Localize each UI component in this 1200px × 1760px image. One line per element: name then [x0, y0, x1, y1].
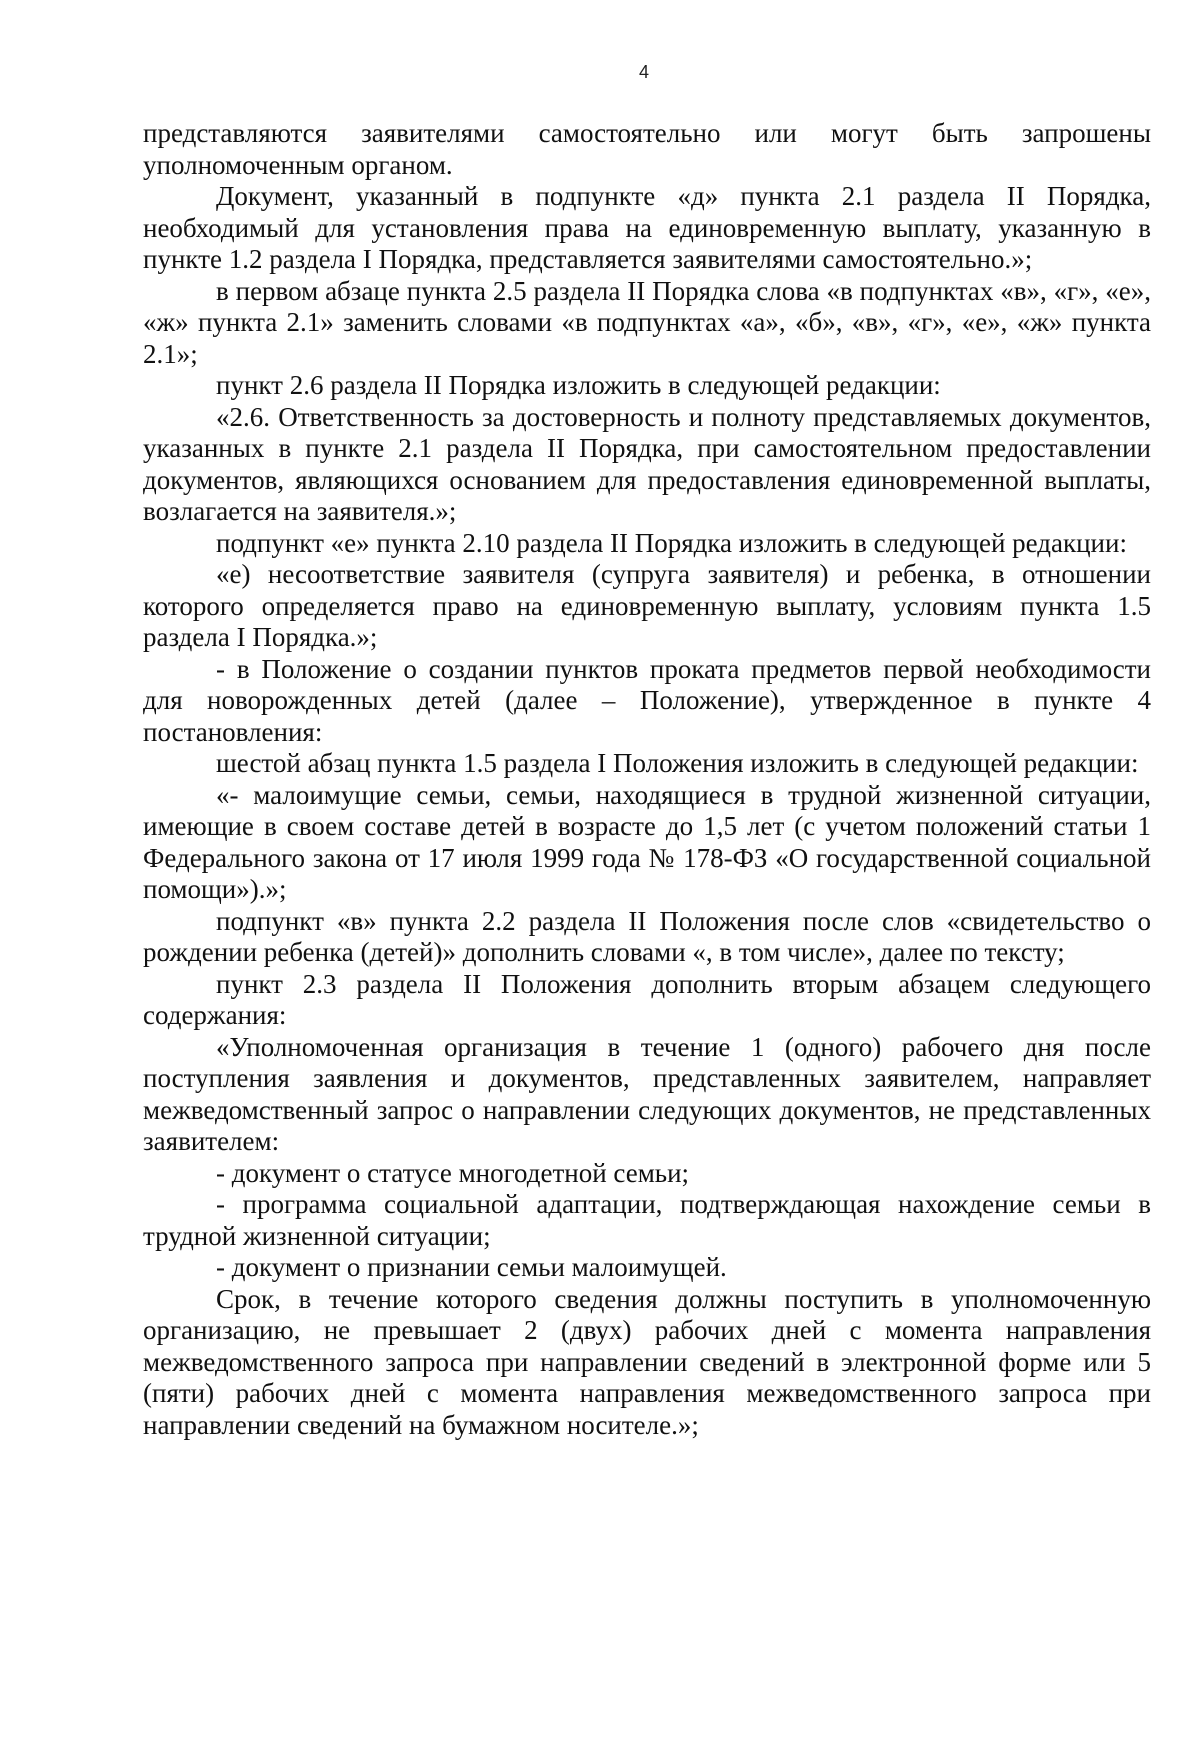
paragraph: Срок, в течение которого сведения должны поступить в уполномоченную организацию, не превышает 2 (двух) рабочих дней с момента направления межведомственного запроса при направлении сведений в электронной форме или 5 (пяти) рабочих дней с момента направления межведомственного запроса при направлении сведений на бумажном носителе.»; — [143, 1283, 1151, 1440]
paragraph: Документ, указанный в подпункте «д» пункта 2.1 раздела II Порядка, необходимый для установления права на единовременную выплату, указанную в пункте 1.2 раздела I Порядка, представляется заявителями самостоятельно.»; — [143, 181, 1151, 274]
paragraph: подпункт «е» пункта 2.10 раздела II Порядка изложить в следующей редакции: — [216, 527, 1127, 558]
list-item: - документ о признании семьи малоимущей. — [216, 1252, 727, 1282]
paragraph: представляются заявителями самостоятельно или могут быть запрошены уполномоченным органом. — [143, 118, 1151, 180]
paragraph: «е) несоответствие заявителя (супруга заявителя) и ребенка, в отношении которого определяется право на единовременную выплату, условиям пункта 1.5 раздела I Порядка.»; — [143, 559, 1151, 652]
paragraph: «- малоимущие семьи, семьи, находящиеся в трудной жизненной ситуации, имеющие в своем составе детей в возрасте до 1,5 лет (с учетом положений статьи 1 Федерального закона от 17 июля 1999 года № 178-ФЗ «О государственной социальной помощи»).»; — [143, 779, 1151, 904]
paragraph: шестой абзац пункта 1.5 раздела I Положения изложить в следующей редакции: — [216, 748, 1139, 778]
paragraph: «Уполномоченная организация в течение 1 (одного) рабочего дня после поступления заявления и документов, представленных заявителем, направляет межведомственный запрос о направлении следующих документов, не представленных заявителем: — [143, 1031, 1151, 1156]
paragraph: в первом абзаце пункта 2.5 раздела II Порядка слова «в подпунктах «в», «г», «е», «ж» пункта 2.1» заменить словами «в подпунктах «а», «б», «в», «г», «е», «ж» пункта 2.1»; — [143, 275, 1151, 369]
paragraph: - в Положение о создании пунктов проката предметов первой необходимости для новорожденных детей (далее – Положение), утвержденное в пункте 4 постановления: — [143, 653, 1151, 747]
paragraph: пункт 2.3 раздела II Положения дополнить вторым абзацем следующего содержания: — [143, 968, 1151, 1030]
list-item: - документ о статусе многодетной семьи; — [216, 1157, 690, 1188]
list-item: - программа социальной адаптации, подтверждающая нахождение семьи в трудной жизненной ситуации; — [143, 1189, 1151, 1251]
paragraph: «2.6. Ответственность за достоверность и полноту представляемых документов, указанных в пункте 2.1 раздела II Порядка, при самостоятельном предоставлении документов, являющихся основанием для предоставления единовременной выплаты, возлагается на заявителя.»; — [143, 401, 1151, 526]
document-body — [143, 118, 1151, 1441]
page-number: 4 — [638, 62, 649, 82]
paragraph: пункт 2.6 раздела II Порядка изложить в следующей редакции: — [216, 370, 941, 400]
paragraph: подпункт «в» пункта 2.2 раздела II Положения после слов «свидетельство о рождении ребенка (детей)» дополнить словами «, в том числе», далее по тексту; — [143, 905, 1151, 967]
